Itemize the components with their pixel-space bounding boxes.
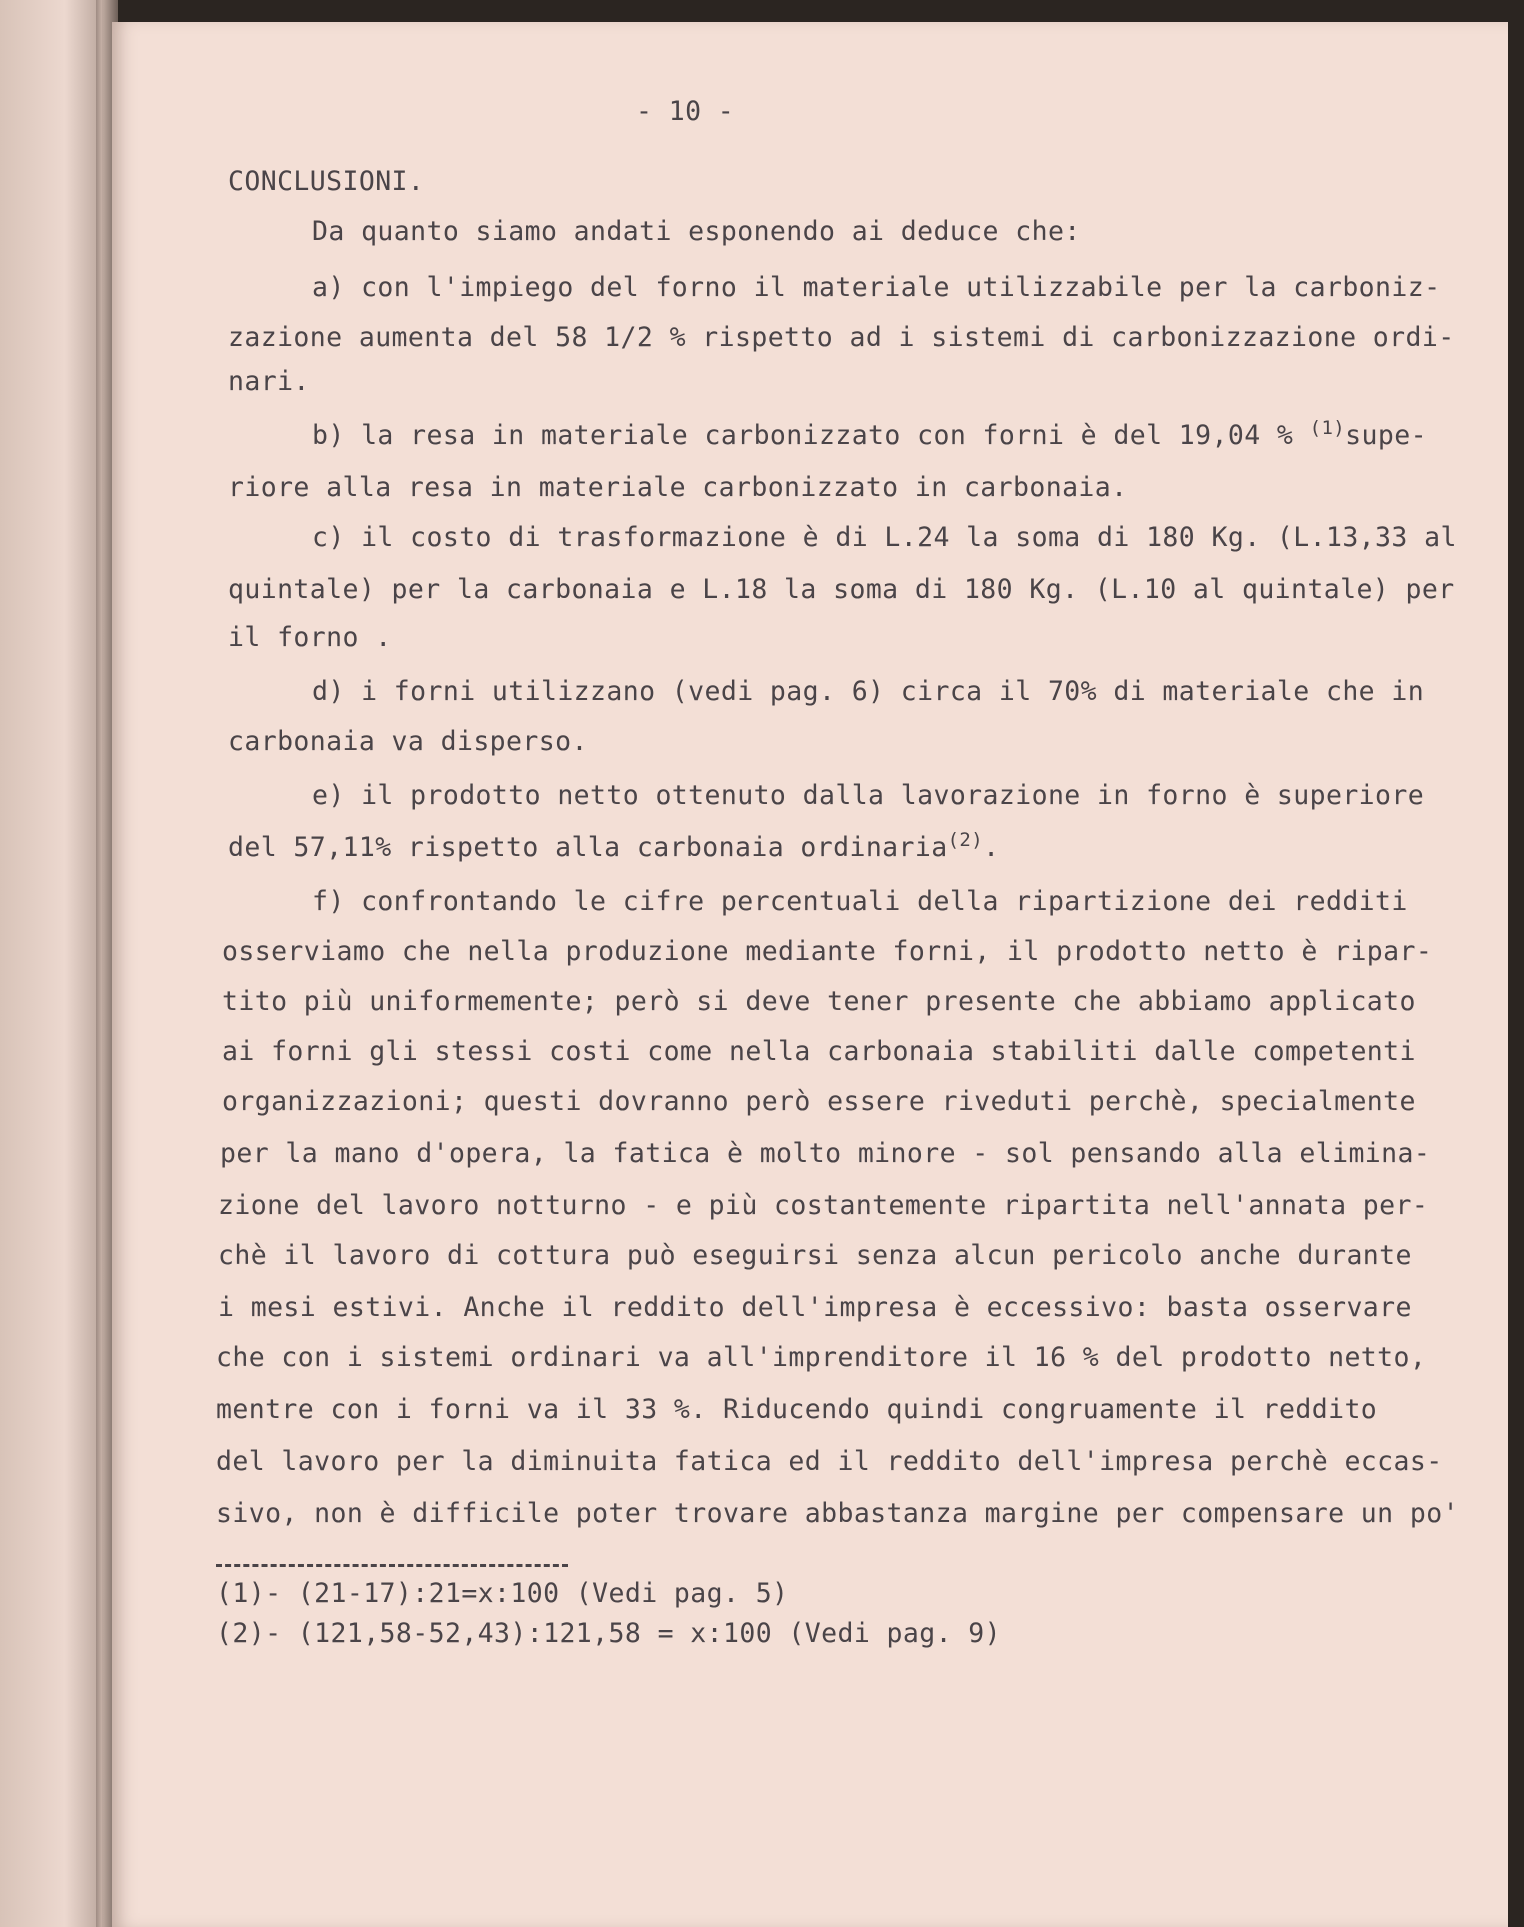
body-line: sivo, non è difficile poter trovare abbastanza margine per compensare un po' (216, 1498, 1459, 1529)
page-number: - 10 - (636, 96, 735, 127)
body-line: zazione aumenta del 58 1/2 % rispetto ad i sistemi di carbonizzazione ordi- (228, 322, 1455, 353)
body-line: quintale) per la carbonaia e L.18 la soma di 180 Kg. (L.10 al quintale) per (228, 574, 1455, 605)
body-line: i mesi estivi. Anche il reddito dell'impresa è eccessivo: basta osservare (218, 1292, 1412, 1323)
body-line: che con i sistemi ordinari va all'imprenditore il 16 % del prodotto netto, (216, 1342, 1427, 1373)
body-line: chè il lavoro di cottura può eseguirsi senza alcun pericolo anche durante (218, 1240, 1412, 1271)
body-line: f) confrontando le cifre percentuali della ripartizione dei redditi (312, 886, 1408, 917)
body-line: d) i forni utilizzano (vedi pag. 6) circa il 70% di materiale che in (312, 676, 1425, 707)
section-heading: CONCLUSIONI. (228, 166, 425, 197)
body-line: ai forni gli stessi costi come nella carbonaia stabiliti dalle competenti (222, 1036, 1416, 1067)
body-line: organizzazioni; questi dovranno però essere riveduti perchè, specialmente (222, 1086, 1416, 1117)
body-line-with-ref (312, 417, 1427, 452)
body-line: tito più uniformemente; però si deve tener presente che abbiamo applicato (222, 986, 1416, 1017)
footnote-1: (1)- (21-17):21=x:100 (Vedi pag. 5) (216, 1578, 789, 1609)
footnote-ref-2: (2) (947, 829, 984, 852)
body-line: mentre con i forni va il 33 %. Riducendo quindi congruamente il reddito (216, 1394, 1378, 1425)
body-line: del 57,11% rispetto alla carbonaia ordinaria (228, 832, 948, 863)
body-line: per la mano d'opera, la fatica è molto minore - sol pensando alla elimina- (220, 1138, 1431, 1169)
footnote-2: (2)- (121,58-52,43):121,58 = x:100 (Vedi pag. 9) (216, 1618, 1002, 1649)
line-continuation: . (983, 832, 1000, 863)
body-line: riore alla resa in materiale carbonizzato in carbonaia. (228, 472, 1128, 503)
body-line: nari. (228, 366, 310, 397)
left-page-edge (0, 0, 118, 1927)
body-line: e) il prodotto netto ottenuto dalla lavorazione in forno è superiore (312, 780, 1425, 811)
footnote-ref-1: (1) (1309, 417, 1346, 440)
body-line: del lavoro per la diminuita fatica ed il reddito dell'impresa perchè eccas- (216, 1446, 1443, 1477)
body-line: il forno . (228, 622, 392, 653)
body-line: Da quanto siamo andati esponendo ai deduce che: (312, 216, 1081, 247)
footnote-separator (216, 1564, 568, 1567)
body-line: a) con l'impiego del forno il materiale utilizzabile per la carboniz- (312, 272, 1441, 303)
body-line: c) il costo di trasformazione è di L.24 la soma di 180 Kg. (L.13,33 al (312, 522, 1457, 553)
line-continuation: supe- (1345, 420, 1427, 451)
body-line: zione del lavoro notturno - e più costantemente ripartita nell'annata per- (218, 1190, 1429, 1221)
page-fold-shadow (96, 0, 102, 1927)
body-line: osserviamo che nella produzione mediante forni, il prodotto netto è ripar- (222, 936, 1433, 967)
body-line: carbonaia va disperso. (228, 726, 588, 757)
body-line-with-ref (228, 829, 1000, 864)
body-line: b) la resa in materiale carbonizzato con forni è del 19,04 % (312, 420, 1294, 451)
